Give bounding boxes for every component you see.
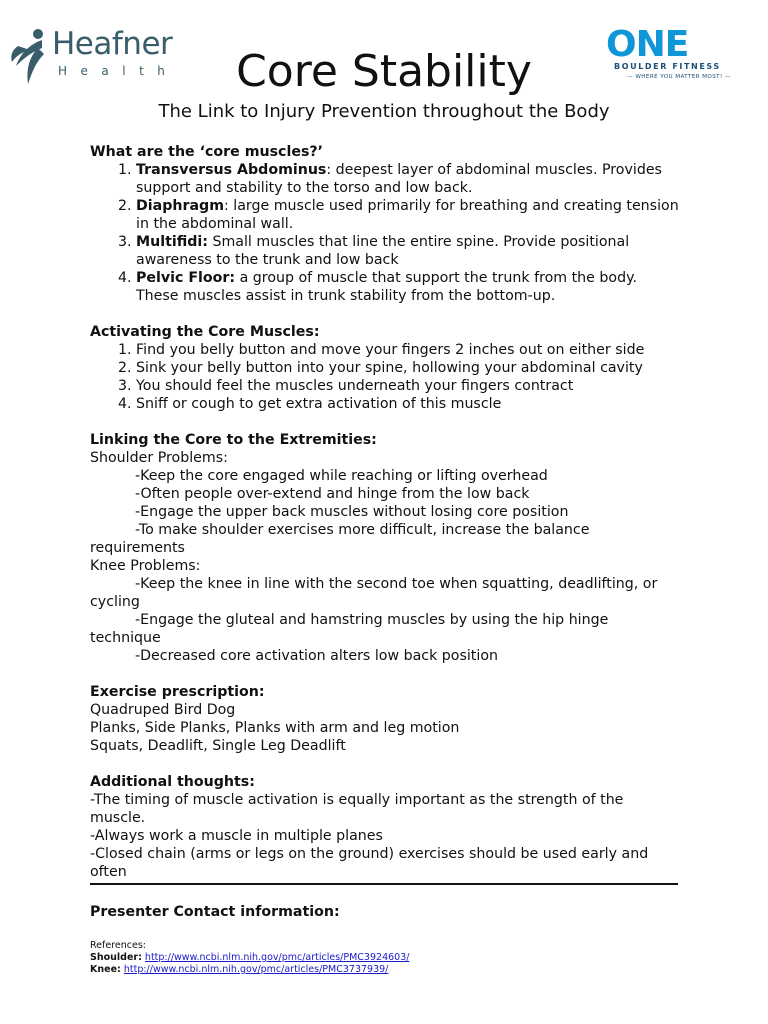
reference-shoulder-label: Shoulder:: [90, 952, 142, 963]
one-logo-tagline: — WHERE YOU MATTER MOST! —: [627, 74, 731, 80]
term: Pelvic Floor:: [136, 270, 236, 286]
document-body: [90, 143, 682, 921]
thought-line: -Closed chain (arms or legs on the ground) exercises should be used early and often: [90, 846, 649, 880]
references: [90, 940, 409, 976]
exercise-line: Quadruped Bird Dog: [90, 702, 236, 718]
one-logo-word: ONE: [606, 24, 689, 65]
one-logo-sub: BOULDER FITNESS: [614, 62, 721, 71]
reference-knee-link[interactable]: http://www.ncbi.nlm.nih.gov/pmc/articles/PMC3737939/: [123, 964, 389, 975]
list-item: [136, 269, 682, 305]
list-item: 1. Find you belly button and move your fingers 2 inches out on either side: [136, 341, 682, 359]
term: Diaphragm: [136, 198, 224, 214]
definition: Small muscles that line the entire spine. Provide positional awareness to the trunk and low back: [136, 234, 630, 268]
shoulder-tip: -Often people over-extend and hinge from the low back: [135, 486, 530, 502]
page-subtitle: The Link to Injury Prevention throughout the Body: [158, 101, 610, 122]
linking-heading: Linking the Core to the Extremities:: [90, 432, 377, 448]
reference-shoulder: [90, 952, 409, 964]
list-item: [136, 233, 682, 269]
list-item: 2. Sink your belly button into your spine, hollowing your abdominal cavity: [136, 359, 682, 377]
heafner-logo-sub: Health: [58, 64, 179, 78]
reference-knee: [90, 964, 409, 976]
list-item: [136, 197, 682, 233]
core-muscles-heading: What are the ‘core muscles?’: [90, 144, 324, 160]
shoulder-problems-label: Shoulder Problems:: [90, 450, 228, 466]
thought-line: -The timing of muscle activation is equally important as the strength of the muscle.: [90, 792, 624, 826]
reference-shoulder-link[interactable]: http://www.ncbi.nlm.nih.gov/pmc/articles/PMC3924603/: [144, 952, 410, 963]
exercise-heading: Exercise prescription:: [90, 684, 265, 700]
core-muscles-list: [90, 161, 682, 305]
activating-heading: Activating the Core Muscles:: [90, 324, 320, 340]
reference-knee-label: Knee:: [90, 964, 121, 975]
heafner-logo-name: Heafner: [52, 26, 173, 62]
thought-line: -Always work a muscle in multiple planes: [90, 828, 383, 844]
presenter-contact-heading: Presenter Contact information:: [90, 904, 340, 920]
thoughts-heading: Additional thoughts:: [90, 774, 255, 790]
exercise-line: Squats, Deadlift, Single Leg Deadlift: [90, 738, 346, 754]
knee-tip: -Decreased core activation alters low back position: [135, 648, 498, 664]
list-item: 4. Sniff or cough to get extra activation of this muscle: [136, 395, 682, 413]
activating-list: [90, 341, 682, 413]
list-item: [136, 161, 682, 197]
definition: : large muscle used primarily for breathing and creating tension in the abdominal wall.: [136, 198, 679, 232]
term: Multifidi:: [136, 234, 208, 250]
section-divider: [90, 883, 678, 885]
references-label: References:: [90, 940, 146, 951]
exercise-line: Planks, Side Planks, Planks with arm and leg motion: [90, 720, 460, 736]
knee-problems-label: Knee Problems:: [90, 558, 201, 574]
knee-tip-wrapped: -Engage the gluteal and hamstring muscles by using the hip hinge technique: [90, 612, 609, 646]
list-item: 3. You should feel the muscles underneath your fingers contract: [136, 377, 682, 395]
shoulder-tip: -Engage the upper back muscles without losing core position: [135, 504, 569, 520]
definition: a group of muscle that support the trunk from the body. These muscles assist in trunk stability from the bottom-up.: [136, 270, 637, 304]
shoulder-tip: -Keep the core engaged while reaching or lifting overhead: [135, 468, 548, 484]
page-title: Core Stability: [236, 46, 532, 97]
definition: : deepest layer of abdominal muscles. Provides support and stability to the torso and low back.: [136, 162, 662, 196]
term: Transversus Abdominus: [136, 162, 327, 178]
shoulder-tip-wrapped: -To make shoulder exercises more difficult, increase the balance requirements: [90, 522, 590, 556]
knee-tip-wrapped: -Keep the knee in line with the second toe when squatting, deadlifting, or cycling: [90, 576, 658, 610]
